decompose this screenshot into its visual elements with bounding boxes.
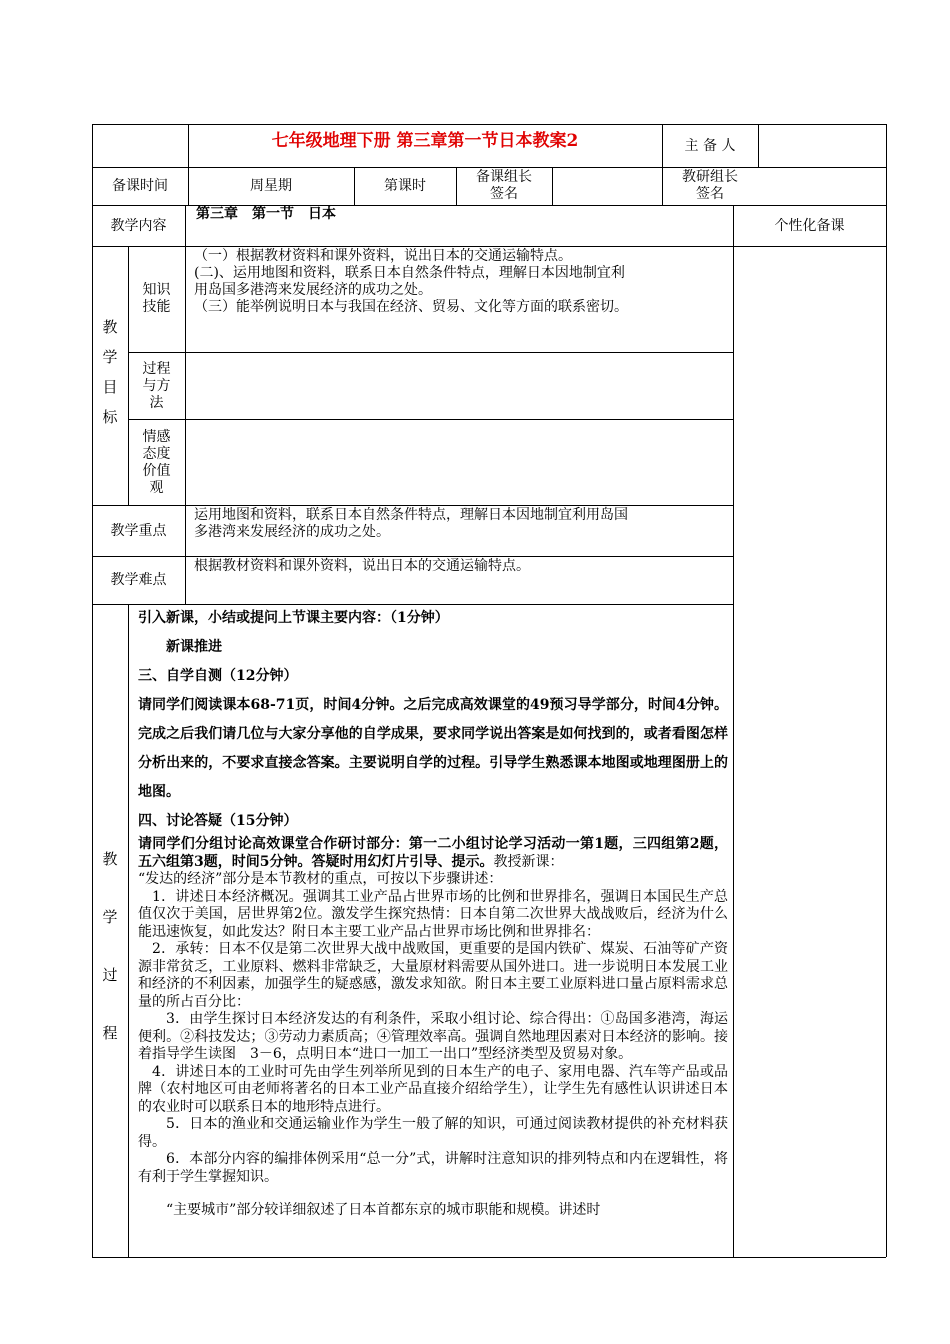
document-title: 七年级地理下册 第三章第一节日本教案2: [271, 131, 579, 151]
emotion-attitude-label: 情感 态度 价值 观: [142, 429, 171, 496]
teaching-goals-label: 教 学 目 标: [102, 318, 118, 426]
weekday-label: 周星期: [250, 178, 292, 194]
research-leader-label-1: 教研组长: [682, 169, 738, 185]
knowledge-label-1: 知识: [142, 282, 171, 298]
difficulty-value: 根据教材资料和课外资料，说出日本的交通运输特点。: [194, 558, 530, 574]
prep-time-label: 备课时间: [112, 178, 168, 194]
section-4-body: 请同学们分组讨论高效课堂合作研讨部分：第一二小组讨论学习活动一第1题，三四组第2题，五六组第3题，时间5分钟。答疑时用幻灯片引导、提示。教授新课：: [138, 836, 728, 870]
intro-line: 引入新课，小结或提问上节课主要内容：（1分钟）: [138, 610, 449, 626]
economy-intro: “发达的经济”部分是本节教材的重点，可按以下步骤讲述：: [138, 871, 503, 887]
section-4-title: 四、讨论答疑（15分钟）: [138, 813, 298, 829]
preparer-label: 主 备 人: [684, 138, 736, 154]
step-1: 1．讲述日本经济概况。强调其工业产品占世界市场的比例和世界排名，强调日本国民生产总值仅次于美国，居世界第2位。激发学生探究热情：日本自第二次世界大战战败后，经济为什么能迅速恢复，如此发达？附日本主要工业产品占世界市场比例和世界排名：: [138, 888, 728, 940]
main-cities-paragraph: “主要城市”部分较详细叙述了日本首都东京的城市职能和规模。讲述时: [166, 1202, 601, 1218]
step-3: 3．由学生探讨日本经济发达的有利条件，采取小组讨论、综合得出：①岛国多港湾，海运便利。②科技发达；③劳动力素质高；④管理效率高。强调自然地理因素对日本经济的影响。接着指导学生读图 3－6，点明日本“进口一加工一出口”型经济类型及贸易对象。: [138, 1011, 728, 1062]
knowledge-label-2: 技能: [142, 299, 171, 315]
difficulty-label: 教学难点: [110, 572, 167, 588]
group-leader-label-1: 备课组长: [476, 169, 532, 185]
section-3-title: 三、自学自测（12分钟）: [138, 668, 298, 684]
teaching-content-value: 第三章 第一节 日本: [196, 206, 336, 222]
step-5: 5．日本的渔业和交通运输业作为学生一般了解的知识，可通过阅读教材提供的补充材料获得。: [138, 1116, 728, 1150]
group-leader-label-2: 签名: [490, 186, 518, 202]
key-point-label: 教学重点: [110, 523, 167, 539]
teaching-process-label: 教 学 过 程: [102, 850, 118, 1042]
step-2: 2．承转：日本不仅是第二次世界大战中战败国，更重要的是国内铁矿、煤炭、石油等矿产资源非常贫乏，工业原料、燃料非常缺乏，大量原材料需要从国外进口。进一步说明日本发展工业和经济的不利因素，加强学生的疑惑感，激发求知欲。附日本主要工业原料进口量占原料需求总量的所占百分比：: [138, 941, 728, 1010]
key-point-value: 运用地图和资料，联系日本自然条件特点，理解日本因地制宜利用岛国 多港湾来发展经济的成功之处。: [194, 507, 628, 540]
step-4: 4．讲述日本的工业时可先由学生列举所见到的日本生产的电子、家用电器、汽车等产品或品牌（农村地区可由老师将著名的日本工业产品直接介绍给学生），让学生先有感性认识讲述日本的农业时可以联系日本的地形特点进行。: [138, 1063, 728, 1115]
research-leader-label-2: 签名: [696, 186, 724, 202]
period-label: 第课时: [384, 178, 426, 194]
teaching-process-content: [138, 604, 728, 1220]
step-6: 6．本部分内容的编排体例采用“总一分”式，讲解时注意知识的排列特点和内在逻辑性，将有利于学生掌握知识。: [138, 1151, 728, 1185]
teaching-content-label: 教学内容: [110, 218, 167, 234]
knowledge-goals: （一）根据教材资料和课外资料，说出日本的交通运输特点。 (二)、运用地图和资料，联系日本自然条件特点，理解日本因地制宜利 用岛国多港湾来发展经济的成功之处。 （三）能举例说明日本与我国在经济、贸易、文化等方面的联系密切。: [194, 248, 628, 315]
personal-prep-label: 个性化备课: [774, 218, 845, 234]
process-method-label: 过程 与方 法: [142, 361, 171, 411]
new-lesson-line: 新课推进: [166, 639, 222, 655]
section-3-body: 请同学们阅读课本68-71页，时间4分钟。之后完成高效课堂的49预习导学部分，时间4分钟。完成之后我们请几位与大家分享他的自学成果，要求同学说出答案是如何找到的，或者看图怎样分析出来的，不要求直接念答案。主要说明自学的过程。引导学生熟悉课本地图或地理图册上的地图。: [138, 697, 728, 800]
